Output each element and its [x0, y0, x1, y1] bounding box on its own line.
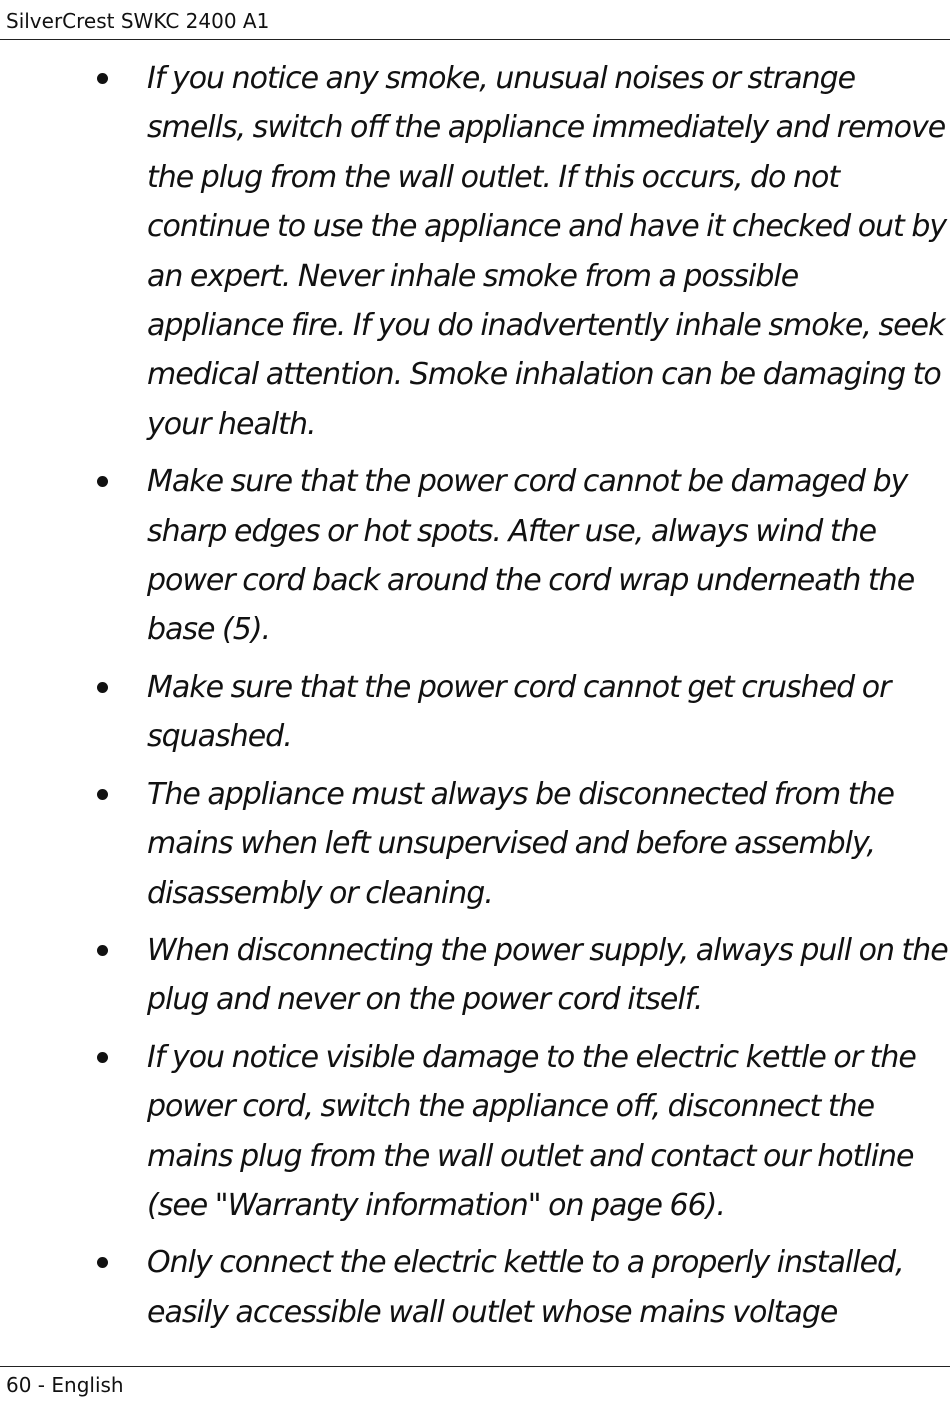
text-line: (see "Warranty information" on page 66).: [147, 1187, 725, 1223]
bullet-icon: [97, 476, 108, 487]
text-line: your health.: [147, 406, 316, 442]
bullet-icon: [97, 682, 108, 693]
footer-divider: [0, 1366, 950, 1367]
bullet-icon: [97, 1257, 108, 1268]
list-item: [0, 770, 950, 918]
text-line: If you notice any smoke, unusual noises or strange: [147, 61, 856, 96]
text-line: squashed.: [147, 719, 292, 755]
list-item: [0, 54, 950, 449]
list-item: [0, 1238, 950, 1337]
page-footer-label: 60 - English: [6, 1373, 124, 1397]
text-line: plug and never on the power cord itself.: [147, 982, 703, 1018]
text-line: sharp edges or hot spots. After use, always wind the: [147, 513, 877, 549]
text-line: power cord back around the cord wrap underneath the: [147, 563, 915, 599]
text-line: mains plug from the wall outlet and contact our hotline: [147, 1138, 914, 1174]
text-line: Make sure that the power cord cannot get crushed or: [147, 669, 891, 705]
text-line: power cord, switch the appliance off, disconnect the: [147, 1089, 875, 1125]
text-line: appliance fire. If you do inadvertently inhale smoke, seek: [147, 308, 945, 344]
bullet-icon: [97, 789, 108, 800]
list-item: [0, 457, 950, 655]
list-item: [0, 663, 950, 762]
text-line: Make sure that the power cord cannot be damaged by: [147, 464, 908, 500]
text-line: easily accessible wall outlet whose mains voltage: [147, 1294, 838, 1330]
text-line: mains when left unsupervised and before assembly,: [147, 826, 875, 862]
text-line: smells, switch off the appliance immediately and remove: [147, 110, 946, 146]
bullet-icon: [97, 73, 108, 84]
text-line: The appliance must always be disconnected from the: [147, 776, 894, 812]
text-line: If you notice visible damage to the electric kettle or the: [147, 1039, 916, 1075]
text-line: medical attention. Smoke inhalation can be damaging to: [147, 357, 941, 393]
text-line: Only connect the electric kettle to a properly installed,: [147, 1245, 904, 1281]
text-line: base (5).: [147, 612, 271, 648]
text-line: When disconnecting the power supply, always pull on the: [147, 932, 948, 968]
header-divider: [0, 39, 950, 40]
text-line: disassembly or cleaning.: [147, 875, 493, 911]
page-header-title: SilverCrest SWKC 2400 A1: [6, 9, 270, 33]
safety-instructions-list: [0, 54, 950, 1345]
bullet-icon: [97, 945, 108, 956]
text-line: continue to use the appliance and have it checked out by: [147, 209, 947, 245]
bullet-icon: [97, 1052, 108, 1063]
list-item: [0, 1033, 950, 1231]
text-line: the plug from the wall outlet. If this occurs, do not: [147, 159, 840, 195]
text-line: an expert. Never inhale smoke from a possible: [147, 258, 799, 294]
list-item: [0, 926, 950, 1025]
